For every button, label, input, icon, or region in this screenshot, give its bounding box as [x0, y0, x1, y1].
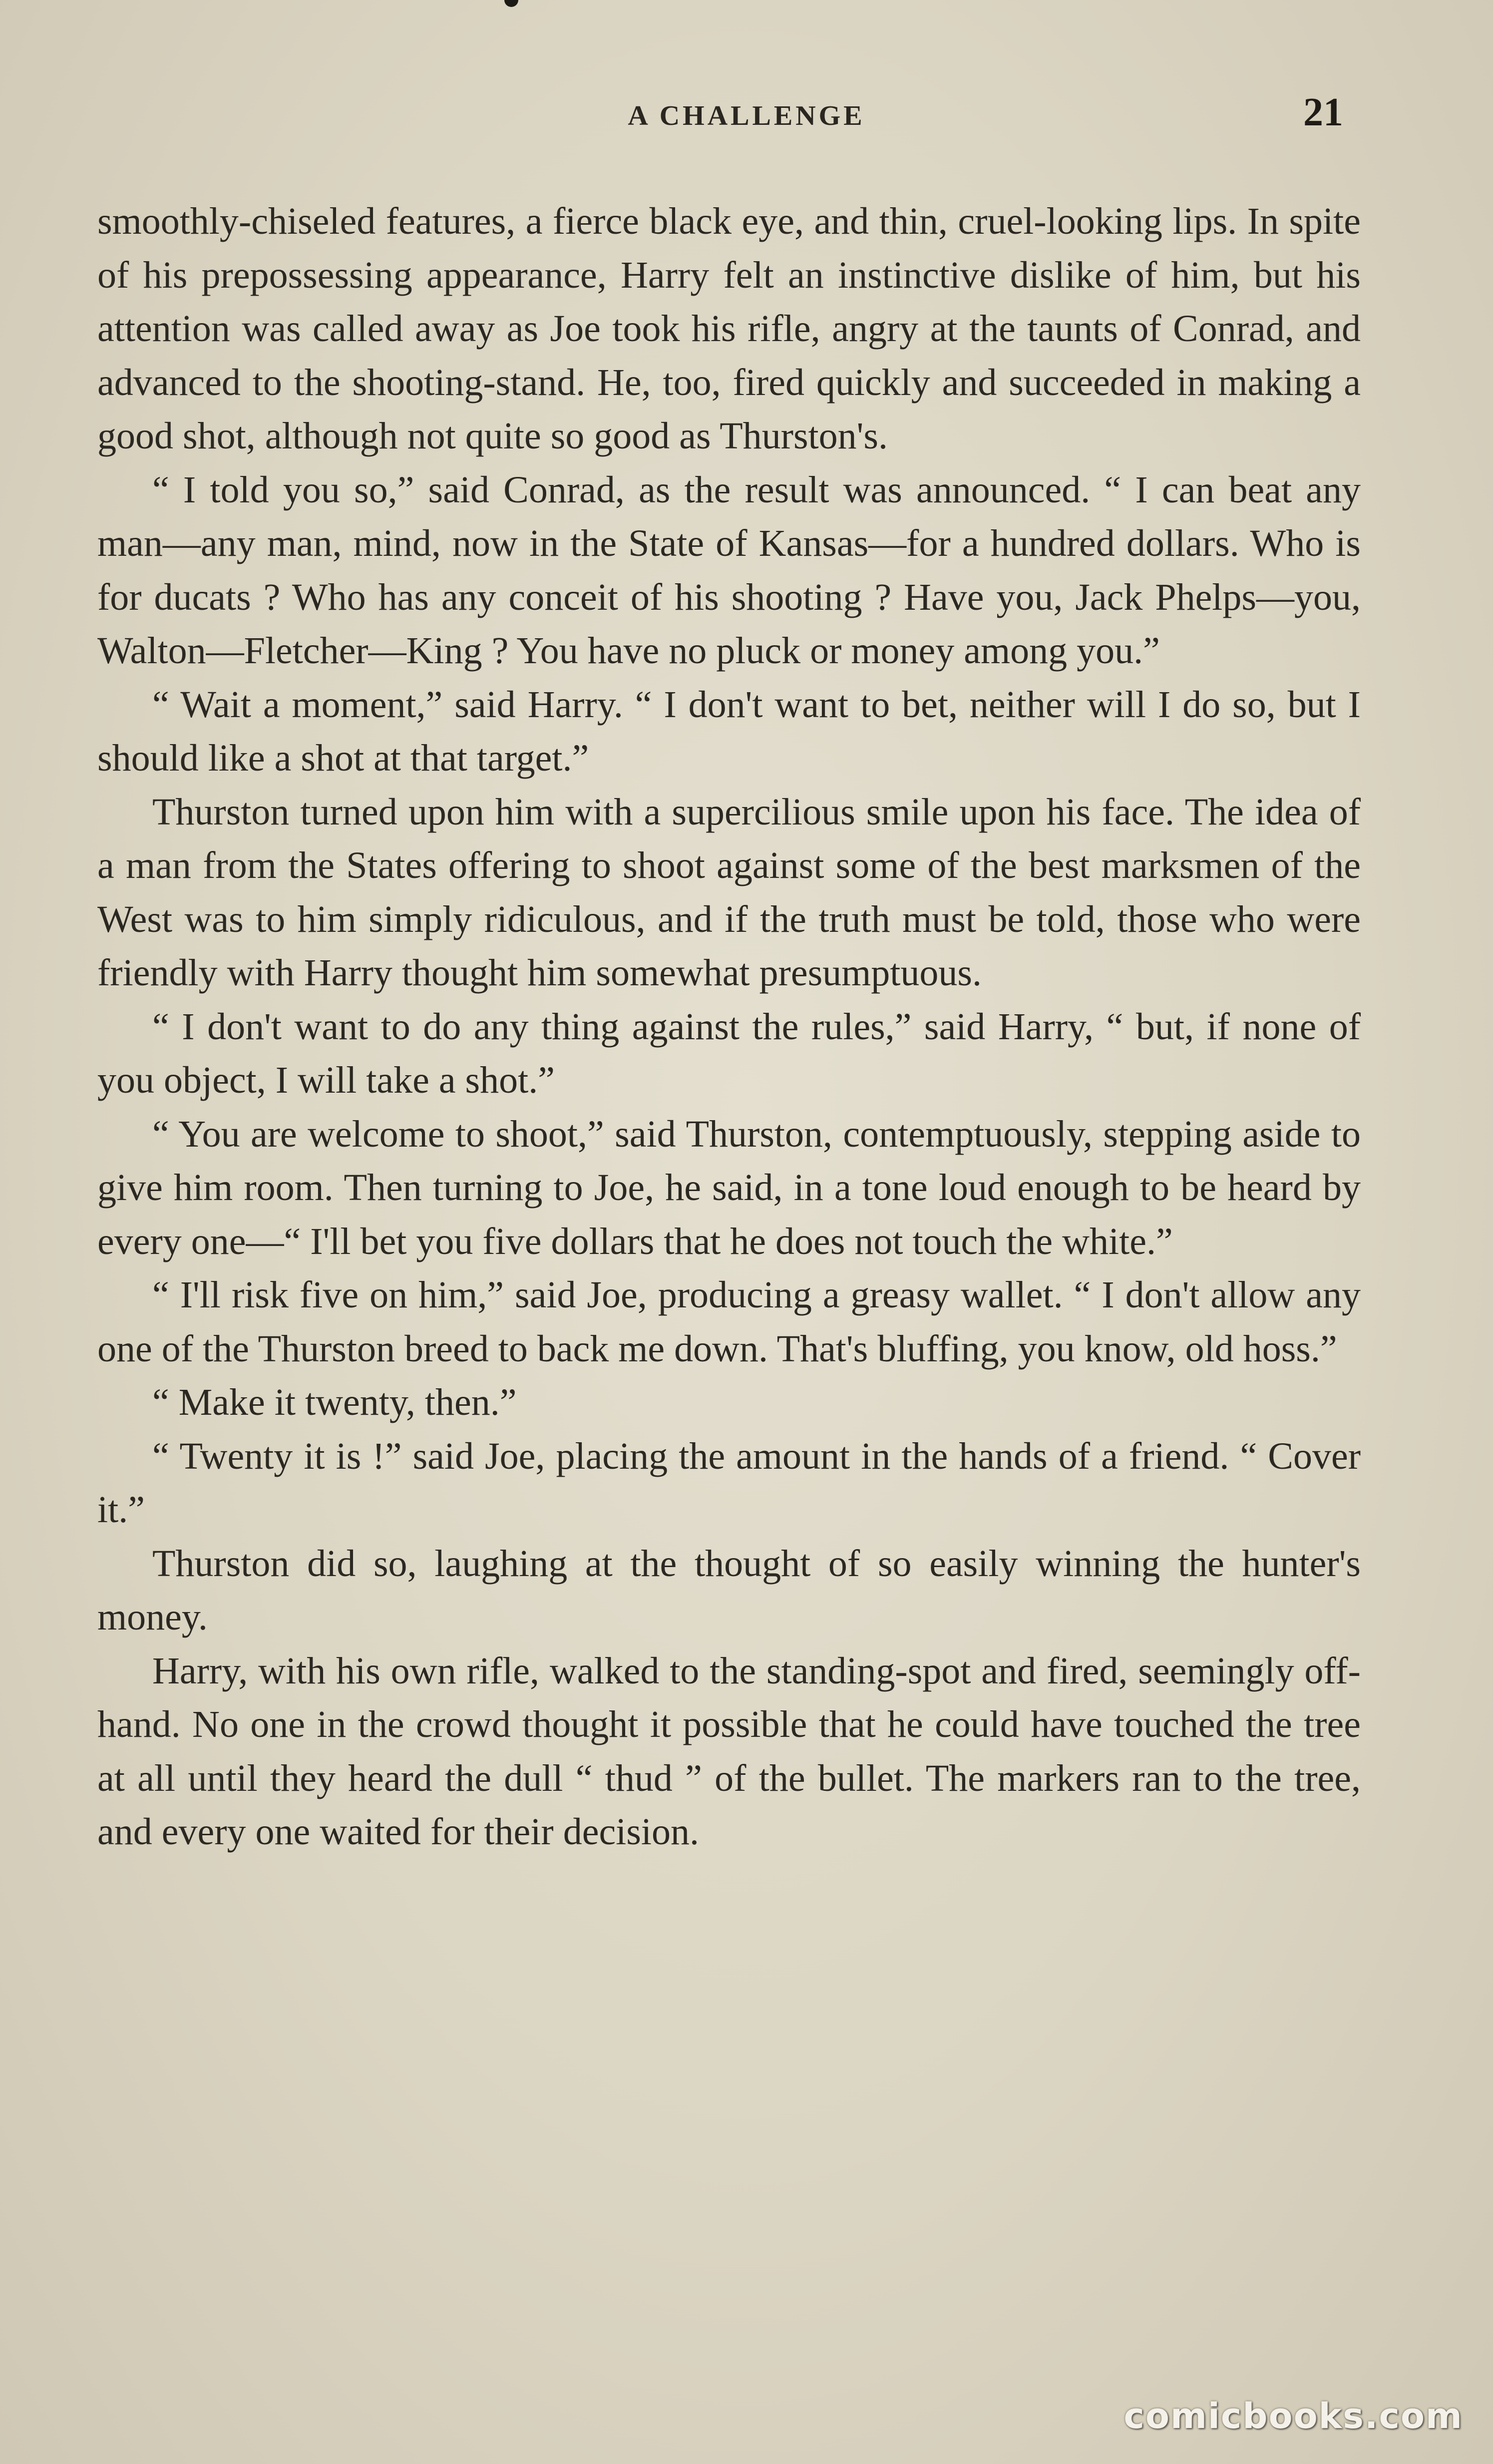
paragraph: “ I'll risk five on him,” said Joe, producing a greasy wallet. “ I don't allow any one of the Thurston breed to back me down. That's bluffing, you know, old hoss.” [97, 1274, 1361, 1370]
page-number: 21 [1303, 90, 1343, 134]
paragraph: Thurston turned upon him with a supercilious smile upon his face. The idea of a man from the States offering to shoot against some of the best marksmen of the West was to him simply ridiculous, and if the truth must be told, those who were friendly with Harry thought him somewhat presumptuous. [97, 791, 1361, 994]
body-text [97, 195, 1361, 1859]
paragraph: “ Twenty it is !” said Joe, placing the amount in the hands of a friend. “ Cover it.” [97, 1435, 1361, 1531]
paragraph: Thurston did so, laughing at the thought of so easily winning the hunter's money. [97, 1542, 1361, 1638]
paragraph: Harry, with his own rifle, walked to the standing-spot and fired, seemingly off-hand. No one in the crowd thought it possible that he could have touched the tree at all until they heard the dull “ thud ” of the bullet. The markers ran to the tree, and every one waited for their decision. [97, 1649, 1361, 1853]
running-title: A CHALLENGE [628, 100, 865, 131]
paragraph: “ You are welcome to shoot,” said Thurston, contemptuously, stepping aside to give him room. Then turning to Joe, he said, in a tone loud enough to be heard by every one—“ I'll bet you five dollars that he does not touch the white.” [97, 1113, 1361, 1262]
paragraph: “ I told you so,” said Conrad, as the result was announced. “ I can beat any man—any man, mind, now in the State of Kansas—for a hundred dollars. Who is for ducats ? Who has any conceit of his shooting ? Have you, Jack Phelps—you, Walton—Fletcher—King ? You have no pluck or money among you.” [97, 468, 1361, 672]
paragraph: “ Wait a moment,” said Harry. “ I don't want to bet, neither will I do so, but I should like a shot at that target.” [97, 683, 1361, 779]
paragraph: “ Make it twenty, then.” [152, 1381, 517, 1423]
running-head [0, 90, 1493, 140]
paragraph: “ I don't want to do any thing against the rules,” said Harry, “ but, if none of you object, I will take a shot.” [97, 1005, 1361, 1101]
watermark: comicbooks.com [1123, 2396, 1463, 2437]
ink-mark [504, 0, 518, 7]
paragraph: smoothly-chiseled features, a fierce black eye, and thin, cruel-looking lips. In spite of his prepossessing appearance, Harry felt an instinctive dislike of him, but his attention was called away as Joe took his rifle, angry at the taunts of Conrad, and advanced to the shooting-stand. He, too, fired quickly and succeeded in making a good shot, although not quite so good as Thurston's. [97, 200, 1361, 457]
